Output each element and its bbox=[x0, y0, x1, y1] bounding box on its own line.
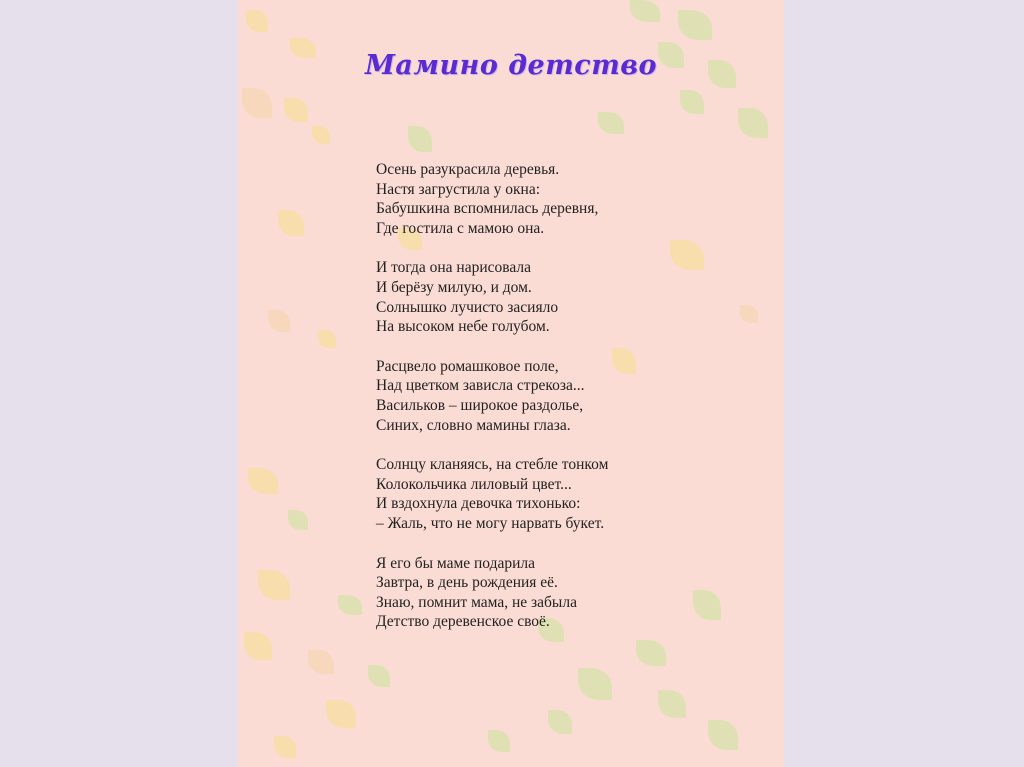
poem-line: Детство деревенское своё. bbox=[376, 613, 550, 631]
leaf-decoration bbox=[338, 595, 362, 615]
stanza bbox=[376, 258, 756, 336]
poem-line: – Жаль, что не могу нарвать букет. bbox=[376, 514, 605, 532]
leaf-decoration bbox=[578, 668, 612, 700]
poem-line: Синих, словно мамины глаза. bbox=[376, 416, 571, 434]
leaf-decoration bbox=[598, 112, 624, 134]
leaf-decoration bbox=[408, 126, 432, 152]
leaf-decoration bbox=[630, 0, 660, 22]
leaf-decoration bbox=[308, 650, 334, 674]
poem-line: Колокольчика лиловый цвет... bbox=[376, 475, 572, 493]
poem-line: Завтра, в день рождения её. bbox=[376, 574, 558, 592]
poem-line: Васильков – широкое раздолье, bbox=[376, 396, 584, 414]
leaf-decoration bbox=[244, 632, 272, 660]
leaf-decoration bbox=[368, 665, 390, 687]
poem-line: Где гостила с мамою она. bbox=[376, 219, 545, 237]
poem-line: И берёзу милую, и дом. bbox=[376, 278, 532, 296]
leaf-decoration bbox=[680, 90, 704, 114]
leaf-decoration bbox=[278, 210, 304, 236]
leaf-decoration bbox=[242, 88, 272, 118]
leaf-decoration bbox=[288, 510, 308, 530]
poem-line: На высоком небе голубом. bbox=[376, 318, 550, 336]
poem-title: Мамино детство bbox=[364, 50, 658, 81]
poem-line: Бабушкина вспомнилась деревня, bbox=[376, 200, 599, 218]
poem-line: Над цветком зависла стрекоза... bbox=[376, 377, 585, 395]
leaf-decoration bbox=[548, 710, 572, 734]
leaf-decoration bbox=[326, 700, 356, 728]
poem-line: И тогда она нарисовала bbox=[376, 259, 532, 277]
poem-line: Расцвело ромашковое поле, bbox=[376, 357, 559, 375]
poem-line: Солнышко лучисто засияло bbox=[376, 298, 559, 316]
leaf-decoration bbox=[284, 98, 308, 122]
stanza bbox=[376, 455, 756, 533]
stanza bbox=[376, 357, 756, 435]
leaf-decoration bbox=[658, 690, 686, 718]
leaf-decoration bbox=[318, 330, 336, 348]
poem-line: Настя загрустила у окна: bbox=[376, 180, 541, 198]
poem-line: Осень разукрасила деревья. bbox=[376, 161, 560, 178]
poem-line: Знаю, помнит мама, не забыла bbox=[376, 593, 577, 611]
leaf-decoration bbox=[678, 10, 712, 40]
leaf-decoration bbox=[246, 10, 268, 32]
leaf-decoration bbox=[488, 730, 510, 752]
leaf-decoration bbox=[268, 310, 290, 332]
stanza bbox=[376, 554, 756, 632]
poem-page bbox=[238, 0, 784, 767]
poem-body bbox=[376, 160, 756, 652]
leaf-decoration bbox=[312, 126, 330, 144]
poem-line: Солнцу кланяясь, на стебле тонком bbox=[376, 456, 609, 474]
poem-line: И вздохнула девочка тихонько: bbox=[376, 495, 581, 513]
leaf-decoration bbox=[274, 736, 296, 758]
leaf-decoration bbox=[708, 720, 738, 750]
stanza bbox=[376, 160, 756, 238]
leaf-decoration bbox=[738, 108, 768, 138]
leaf-decoration bbox=[248, 468, 278, 494]
leaf-decoration bbox=[258, 570, 290, 600]
poem-line: Я его бы маме подарила bbox=[376, 554, 536, 572]
